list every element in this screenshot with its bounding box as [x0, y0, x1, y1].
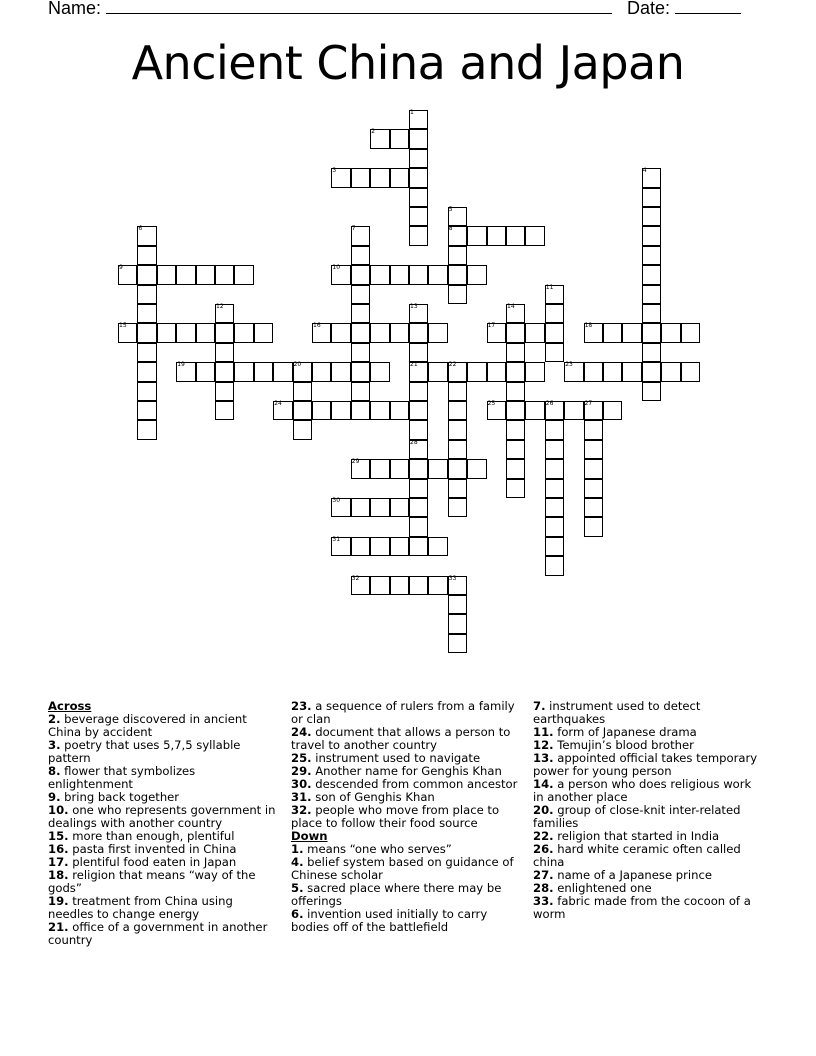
clue-text: son of Genghis Khan [311, 790, 435, 804]
grid-cell[interactable] [409, 401, 428, 420]
clue-number: 33. [533, 894, 554, 908]
grid-cell[interactable] [622, 323, 641, 342]
grid-cell[interactable] [409, 537, 428, 556]
grid-cell[interactable] [448, 382, 467, 401]
clue-text: means “one who serves” [303, 842, 452, 856]
grid-cell[interactable] [661, 362, 680, 381]
clue-item [48, 921, 280, 947]
grid-cell[interactable] [370, 537, 389, 556]
grid-cell[interactable] [390, 168, 409, 187]
grid-cell[interactable] [545, 420, 564, 439]
across-heading: Across [48, 699, 92, 713]
grid-cell[interactable] [196, 362, 215, 381]
clue-number: 9. [48, 790, 61, 804]
grid-cell[interactable] [622, 362, 641, 381]
grid-cell[interactable] [564, 401, 583, 420]
clue-number: 28. [533, 881, 554, 895]
clue-number: 31. [291, 790, 312, 804]
grid-number-27: 27 [584, 400, 593, 407]
grid-cell[interactable] [487, 226, 506, 245]
clue-text: fabric made from the cocoon of a worm [533, 894, 751, 921]
grid-cell[interactable] [467, 362, 486, 381]
grid-cell[interactable] [390, 537, 409, 556]
grid-cell[interactable] [176, 323, 195, 342]
grid-cell[interactable] [545, 556, 564, 575]
grid-number-1: 1 [410, 109, 414, 116]
clue-number: 29. [291, 764, 312, 778]
grid-number-15: 15 [119, 322, 127, 330]
grid-cell[interactable] [506, 401, 525, 420]
date-label: Date: [627, 0, 671, 18]
clue-number: 7. [533, 699, 546, 713]
grid-number-22: 22 [448, 361, 457, 369]
grid-cell[interactable] [370, 576, 389, 595]
grid-cell[interactable] [428, 362, 447, 381]
grid-cell[interactable] [351, 265, 370, 284]
grid-cell[interactable] [545, 323, 564, 342]
grid-cell[interactable] [642, 207, 661, 226]
clue-text: plentiful food eaten in Japan [68, 855, 237, 869]
clue-item [291, 726, 523, 752]
grid-number-12: 12 [216, 303, 224, 310]
clue-item [48, 869, 280, 895]
grid-cell[interactable] [157, 265, 176, 284]
grid-cell[interactable] [467, 226, 486, 245]
grid-cell[interactable] [409, 265, 428, 284]
clue-number: 8. [48, 764, 61, 778]
clue-item [291, 882, 523, 908]
clue-text: name of a Japanese prince [553, 868, 712, 882]
clue-text: flower that symbolizes enlightenment [48, 764, 196, 791]
grid-cell[interactable] [351, 362, 370, 381]
clue-number: 13. [533, 751, 554, 765]
grid-cell[interactable] [409, 576, 428, 595]
grid-number-2: 2 [371, 128, 376, 136]
grid-cell[interactable] [506, 362, 525, 381]
grid-cell[interactable] [196, 323, 215, 342]
grid-cell[interactable] [506, 420, 525, 439]
grid-cell[interactable] [390, 401, 409, 420]
grid-number-17: 17 [487, 322, 496, 330]
grid-number-8: 8 [448, 225, 453, 233]
clue-number: 1. [291, 842, 304, 856]
clue-text: invention used initially to carry bodies off of the battlefield [291, 907, 488, 934]
clue-item [291, 700, 523, 726]
grid-cell[interactable] [545, 517, 564, 536]
grid-cell[interactable] [506, 459, 525, 478]
grid-number-33: 33 [448, 574, 457, 582]
grid-cell[interactable] [428, 323, 447, 342]
grid-cell[interactable] [215, 323, 234, 342]
grid-cell[interactable] [545, 498, 564, 517]
grid-cell[interactable] [506, 323, 525, 342]
clue-text: instrument used to detect earthquakes [533, 699, 701, 726]
grid-cell[interactable] [584, 440, 603, 459]
grid-cell[interactable] [137, 285, 156, 304]
clue-number: 15. [48, 829, 69, 843]
grid-cell[interactable] [448, 459, 467, 478]
clue-number: 27. [533, 868, 554, 882]
grid-cell[interactable] [351, 498, 370, 517]
grid-cell[interactable] [545, 304, 564, 323]
down-clue-list-1 [291, 843, 523, 934]
clue-number: 16. [48, 842, 69, 856]
grid-cell[interactable] [215, 401, 234, 420]
clue-item [533, 778, 765, 804]
grid-number-11: 11 [545, 283, 554, 291]
grid-cell[interactable] [545, 343, 564, 362]
grid-cell[interactable] [584, 517, 603, 536]
grid-number-30: 30 [332, 497, 341, 504]
grid-cell[interactable] [370, 401, 389, 420]
grid-cell[interactable] [351, 382, 370, 401]
grid-cell[interactable] [642, 265, 661, 284]
grid-cell[interactable] [525, 401, 544, 420]
grid-number-13: 13 [410, 303, 418, 310]
grid-cell[interactable] [642, 343, 661, 362]
grid-cell[interactable] [525, 226, 544, 245]
grid-cell[interactable] [137, 382, 156, 401]
grid-cell[interactable] [293, 382, 312, 401]
clue-number: 10. [48, 803, 69, 817]
grid-cell[interactable] [642, 188, 661, 207]
grid-number-28: 28 [410, 438, 418, 446]
grid-number-4: 4 [642, 167, 647, 175]
clue-number: 21. [48, 920, 69, 934]
clue-text: hard white ceramic often called china [533, 842, 741, 869]
grid-number-7: 7 [351, 225, 356, 233]
grid-cell[interactable] [137, 304, 156, 323]
grid-cell[interactable] [428, 537, 447, 556]
grid-cell[interactable] [409, 226, 428, 245]
grid-cell[interactable] [642, 382, 661, 401]
grid-number-31: 31 [332, 535, 341, 543]
grid-cell[interactable] [215, 382, 234, 401]
clue-number: 17. [48, 855, 69, 869]
clue-item [48, 804, 280, 830]
clues-column-1 [48, 700, 280, 947]
clue-number: 19. [48, 894, 69, 908]
grid-number-20: 20 [293, 361, 302, 369]
grid-cell[interactable] [351, 246, 370, 265]
across-clue-list-1 [48, 713, 280, 947]
grid-cell[interactable] [390, 129, 409, 148]
grid-cell[interactable] [448, 246, 467, 265]
grid-cell[interactable] [176, 265, 195, 284]
grid-cell[interactable] [525, 323, 544, 342]
grid-cell[interactable] [351, 537, 370, 556]
grid-cell[interactable] [254, 323, 273, 342]
clue-text: religion that means “way of the gods” [48, 868, 256, 895]
grid-cell[interactable] [331, 323, 350, 342]
down-clue-list-2 [533, 700, 765, 921]
clue-item [533, 895, 765, 921]
down-heading: Down [291, 829, 328, 843]
grid-cell[interactable] [545, 440, 564, 459]
grid-cell[interactable] [312, 362, 331, 381]
grid-cell[interactable] [448, 420, 467, 439]
clue-text: Temujin’s blood brother [553, 738, 694, 752]
grid-cell[interactable] [409, 517, 428, 536]
grid-cell[interactable] [525, 362, 544, 381]
grid-cell[interactable] [215, 343, 234, 362]
clue-number: 26. [533, 842, 554, 856]
grid-cell[interactable] [409, 343, 428, 362]
grid-cell[interactable] [196, 265, 215, 284]
grid-cell[interactable] [390, 459, 409, 478]
clue-number: 5. [291, 881, 304, 895]
grid-cell[interactable] [506, 343, 525, 362]
grid-cell[interactable] [506, 440, 525, 459]
across-clue-list-2 [291, 700, 523, 830]
grid-cell[interactable] [642, 246, 661, 265]
grid-cell[interactable] [370, 265, 389, 284]
clue-text: enlightened one [553, 881, 652, 895]
clue-number: 6. [291, 907, 304, 921]
grid-number-16: 16 [313, 322, 321, 330]
grid-cell[interactable] [448, 285, 467, 304]
grid-cell[interactable] [467, 265, 486, 284]
clue-item [291, 804, 523, 830]
clue-number: 2. [48, 712, 61, 726]
grid-cell[interactable] [331, 401, 350, 420]
grid-number-21: 21 [410, 361, 418, 369]
clue-item [291, 908, 523, 934]
clue-text: bring back together [60, 790, 180, 804]
clue-item [533, 804, 765, 830]
clue-item [533, 843, 765, 869]
clue-text: descended from common ancestor [311, 777, 518, 791]
grid-cell[interactable] [370, 168, 389, 187]
grid-cell[interactable] [409, 382, 428, 401]
clue-number: 18. [48, 868, 69, 882]
grid-cell[interactable] [603, 323, 622, 342]
grid-cell[interactable] [370, 459, 389, 478]
grid-cell[interactable] [137, 401, 156, 420]
grid-cell[interactable] [409, 149, 428, 168]
grid-cell[interactable] [642, 226, 661, 245]
clue-number: 4. [291, 855, 304, 869]
grid-cell[interactable] [331, 362, 350, 381]
grid-number-24: 24 [274, 400, 282, 407]
clue-text: one who represents government in dealings with another country [48, 803, 276, 830]
grid-cell[interactable] [370, 362, 389, 381]
grid-number-19: 19 [177, 361, 185, 369]
clue-text: religion that started in India [553, 829, 720, 843]
grid-cell[interactable] [409, 498, 428, 517]
clue-number: 32. [291, 803, 312, 817]
clue-text: treatment from China using needles to change energy [48, 894, 233, 921]
grid-cell[interactable] [409, 188, 428, 207]
grid-cell[interactable] [642, 323, 661, 342]
grid-cell[interactable] [506, 226, 525, 245]
grid-cell[interactable] [448, 595, 467, 614]
clue-item [533, 752, 765, 778]
grid-cell[interactable] [137, 323, 156, 342]
grid-cell[interactable] [603, 401, 622, 420]
clue-text: office of a government in another country [48, 920, 268, 947]
grid-cell[interactable] [137, 265, 156, 284]
clue-number: 22. [533, 829, 554, 843]
grid-cell[interactable] [584, 362, 603, 381]
grid-cell[interactable] [506, 479, 525, 498]
clue-text: sacred place where there may be offerings [291, 881, 502, 908]
clue-text: belief system based on guidance of Chinese scholar [291, 855, 514, 882]
grid-number-9: 9 [119, 264, 123, 272]
clue-text: a person who does religious work in another place [533, 777, 752, 804]
clue-text: group of close-knit inter-related families [533, 803, 741, 830]
grid-cell[interactable] [351, 323, 370, 342]
grid-number-32: 32 [351, 574, 360, 582]
grid-cell[interactable] [603, 362, 622, 381]
clue-number: 3. [48, 738, 61, 752]
grid-cell[interactable] [370, 323, 389, 342]
grid-cell[interactable] [642, 285, 661, 304]
grid-number-18: 18 [584, 322, 593, 330]
clue-text: pasta first invented in China [68, 842, 237, 856]
grid-cell[interactable] [545, 537, 564, 556]
grid-cell[interactable] [584, 420, 603, 439]
grid-number-14: 14 [507, 303, 515, 310]
grid-cell[interactable] [448, 401, 467, 420]
grid-cell[interactable] [661, 323, 680, 342]
grid-cell[interactable] [545, 479, 564, 498]
grid-cell[interactable] [428, 576, 447, 595]
grid-cell[interactable] [506, 382, 525, 401]
grid-cell[interactable] [642, 304, 661, 323]
grid-cell[interactable] [137, 246, 156, 265]
grid-cell[interactable] [273, 362, 292, 381]
clue-text: more than enough, plentiful [68, 829, 235, 843]
grid-cell[interactable] [448, 498, 467, 517]
grid-cell[interactable] [448, 479, 467, 498]
clue-item [291, 856, 523, 882]
grid-cell[interactable] [409, 323, 428, 342]
grid-cell[interactable] [390, 323, 409, 342]
grid-cell[interactable] [409, 420, 428, 439]
grid-cell[interactable] [428, 265, 447, 284]
clue-text: appointed official takes temporary power for young person [533, 751, 758, 778]
grid-cell[interactable] [215, 265, 234, 284]
grid-cell[interactable] [428, 459, 447, 478]
grid-cell[interactable] [584, 498, 603, 517]
clue-number: 23. [291, 699, 312, 713]
grid-number-23: 23 [565, 361, 573, 369]
grid-cell[interactable] [157, 323, 176, 342]
clue-text: poetry that uses 5,7,5 syllable pattern [48, 738, 241, 765]
grid-cell[interactable] [351, 285, 370, 304]
grid-cell[interactable] [584, 459, 603, 478]
name-label: Name: [48, 0, 102, 18]
grid-cell[interactable] [234, 323, 253, 342]
clue-text: beverage discovered in ancient China by accident [48, 712, 247, 739]
grid-cell[interactable] [370, 498, 389, 517]
grid-cell[interactable] [234, 362, 253, 381]
clue-item [48, 895, 280, 921]
clue-item [48, 713, 280, 739]
grid-cell[interactable] [351, 168, 370, 187]
grid-cell[interactable] [351, 304, 370, 323]
clues-column-3 [533, 700, 765, 921]
clue-number: 20. [533, 803, 554, 817]
clue-number: 12. [533, 738, 554, 752]
grid-number-3: 3 [332, 167, 337, 175]
grid-cell[interactable] [409, 129, 428, 148]
grid-cell[interactable] [409, 168, 428, 187]
grid-cell[interactable] [351, 401, 370, 420]
grid-cell[interactable] [351, 343, 370, 362]
grid-cell[interactable] [390, 576, 409, 595]
grid-number-29: 29 [351, 458, 360, 466]
clue-text: document that allows a person to travel to another country [291, 725, 511, 752]
clue-number: 14. [533, 777, 554, 791]
clue-text: instrument used to navigate [311, 751, 481, 765]
clue-item [48, 765, 280, 791]
grid-cell[interactable] [681, 362, 700, 381]
clue-item [533, 700, 765, 726]
clue-text: form of Japanese drama [553, 725, 697, 739]
grid-cell[interactable] [681, 323, 700, 342]
grid-cell[interactable] [293, 420, 312, 439]
clue-text: people who move from place to place to follow their food source [291, 803, 500, 830]
grid-cell[interactable] [584, 479, 603, 498]
clue-number: 11. [533, 725, 554, 739]
grid-cell[interactable] [487, 362, 506, 381]
grid-number-6: 6 [138, 225, 143, 233]
clue-number: 24. [291, 725, 312, 739]
grid-cell[interactable] [215, 362, 234, 381]
grid-cell[interactable] [448, 440, 467, 459]
grid-cell[interactable] [137, 362, 156, 381]
clue-number: 30. [291, 777, 312, 791]
grid-cell[interactable] [448, 265, 467, 284]
grid-cell[interactable] [254, 362, 273, 381]
grid-cell[interactable] [467, 459, 486, 478]
clue-number: 25. [291, 751, 312, 765]
grid-cell[interactable] [312, 401, 331, 420]
clue-text: Another name for Genghis Khan [311, 764, 502, 778]
grid-cell[interactable] [390, 265, 409, 284]
grid-number-26: 26 [545, 400, 554, 407]
grid-cell[interactable] [642, 362, 661, 381]
grid-cell[interactable] [409, 479, 428, 498]
clue-text: a sequence of rulers from a family or clan [291, 699, 515, 726]
grid-cell[interactable] [234, 265, 253, 284]
grid-cell[interactable] [448, 614, 467, 633]
grid-cell[interactable] [409, 207, 428, 226]
clues-column-2 [291, 700, 523, 934]
grid-cell[interactable] [390, 498, 409, 517]
grid-cell[interactable] [137, 343, 156, 362]
grid-cell[interactable] [448, 634, 467, 653]
page-title: Ancient China and Japan [131, 36, 685, 90]
grid-cell[interactable] [545, 459, 564, 478]
grid-number-25: 25 [487, 400, 496, 407]
clue-item [48, 739, 280, 765]
grid-cell[interactable] [409, 459, 428, 478]
grid-cell[interactable] [137, 420, 156, 439]
grid-number-10: 10 [332, 264, 341, 272]
grid-cell[interactable] [293, 401, 312, 420]
grid-number-5: 5 [448, 206, 453, 213]
